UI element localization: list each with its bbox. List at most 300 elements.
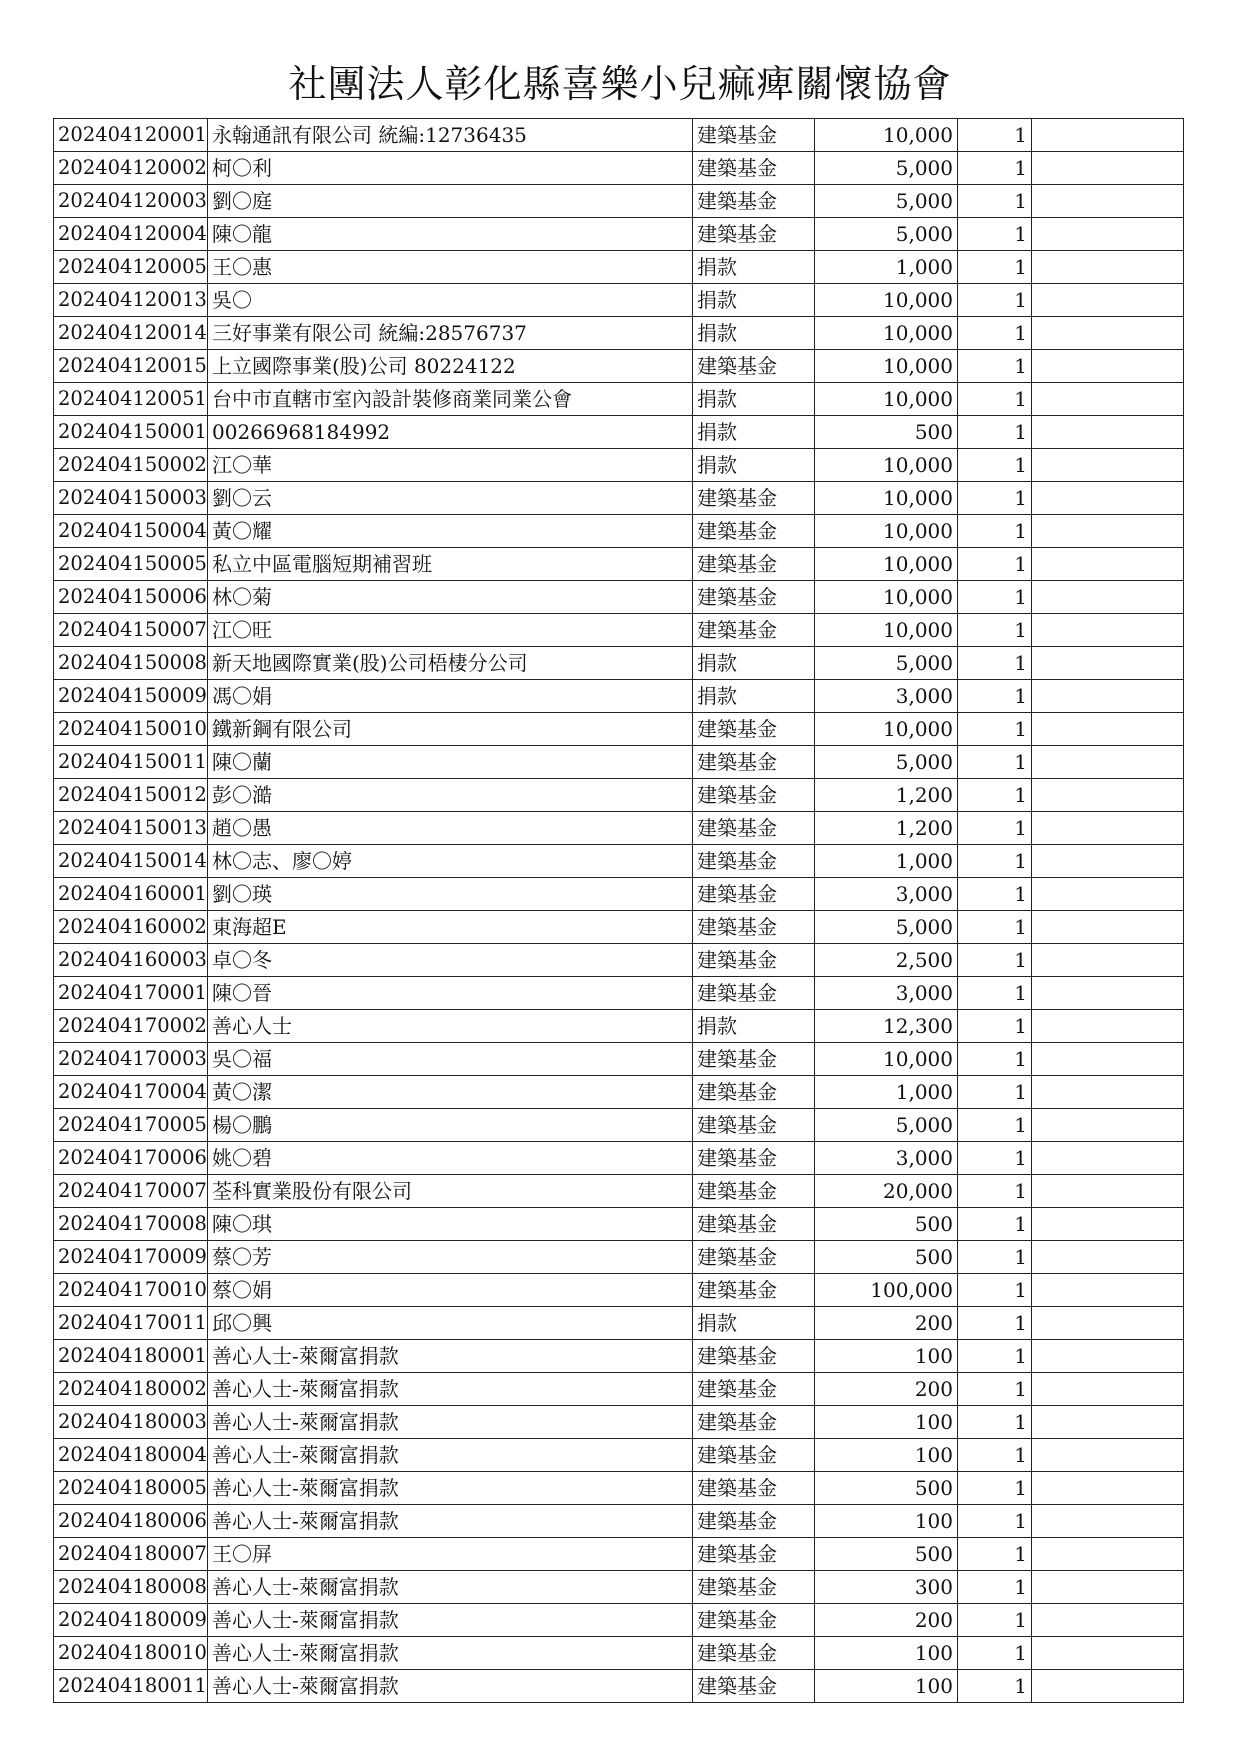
donation-type-cell: 建築基金 (693, 845, 815, 878)
table-row (54, 647, 1184, 680)
count-cell: 1 (958, 1307, 1032, 1340)
receipt-number-cell: 202404180008 (54, 1571, 208, 1604)
amount-cell: 10,000 (815, 548, 958, 581)
count-cell: 1 (958, 1439, 1032, 1472)
count-cell: 1 (958, 1472, 1032, 1505)
donation-type-cell: 建築基金 (693, 1208, 815, 1241)
note-cell (1032, 383, 1184, 416)
note-cell (1032, 185, 1184, 218)
table-row (54, 1670, 1184, 1703)
count-cell: 1 (958, 1571, 1032, 1604)
note-cell (1032, 152, 1184, 185)
receipt-number-cell: 202404180006 (54, 1505, 208, 1538)
donor-name-cell: 蔡〇娟 (208, 1274, 693, 1307)
donation-type-cell: 建築基金 (693, 746, 815, 779)
receipt-number-cell: 202404150005 (54, 548, 208, 581)
count-cell: 1 (958, 1604, 1032, 1637)
note-cell (1032, 1142, 1184, 1175)
note-cell (1032, 1340, 1184, 1373)
receipt-number-cell: 202404150002 (54, 449, 208, 482)
donation-type-cell: 建築基金 (693, 1406, 815, 1439)
amount-cell: 10,000 (815, 449, 958, 482)
table-row (54, 1043, 1184, 1076)
donation-type-cell: 捐款 (693, 317, 815, 350)
amount-cell: 10,000 (815, 317, 958, 350)
donation-type-cell: 建築基金 (693, 119, 815, 152)
amount-cell: 100,000 (815, 1274, 958, 1307)
receipt-number-cell: 202404180001 (54, 1340, 208, 1373)
donation-type-cell: 捐款 (693, 680, 815, 713)
donation-type-cell: 建築基金 (693, 581, 815, 614)
amount-cell: 500 (815, 1538, 958, 1571)
note-cell (1032, 614, 1184, 647)
table-row (54, 911, 1184, 944)
receipt-number-cell: 202404120002 (54, 152, 208, 185)
donor-name-cell: 馮〇娟 (208, 680, 693, 713)
donor-name-cell: 吳〇福 (208, 1043, 693, 1076)
receipt-number-cell: 202404150014 (54, 845, 208, 878)
note-cell (1032, 1439, 1184, 1472)
note-cell (1032, 416, 1184, 449)
donor-name-cell: 上立國際事業(股)公司 80224122 (208, 350, 693, 383)
amount-cell: 500 (815, 1472, 958, 1505)
table-row (54, 416, 1184, 449)
amount-cell: 10,000 (815, 284, 958, 317)
amount-cell: 1,000 (815, 1076, 958, 1109)
table-row (54, 779, 1184, 812)
receipt-number-cell: 202404170004 (54, 1076, 208, 1109)
donor-name-cell: 永翰通訊有限公司 統編:12736435 (208, 119, 693, 152)
page-title: 社團法人彰化縣喜樂小兒痲痺關懷協會 (288, 62, 952, 106)
donation-table (53, 118, 1184, 1703)
amount-cell: 10,000 (815, 581, 958, 614)
receipt-number-cell: 202404170001 (54, 977, 208, 1010)
table-row (54, 350, 1184, 383)
donation-type-cell: 建築基金 (693, 1109, 815, 1142)
note-cell (1032, 449, 1184, 482)
note-cell (1032, 779, 1184, 812)
receipt-number-cell: 202404150008 (54, 647, 208, 680)
amount-cell: 500 (815, 416, 958, 449)
table-row (54, 614, 1184, 647)
donation-type-cell: 建築基金 (693, 1670, 815, 1703)
note-cell (1032, 944, 1184, 977)
note-cell (1032, 1043, 1184, 1076)
amount-cell: 5,000 (815, 911, 958, 944)
table-row (54, 1241, 1184, 1274)
donation-type-cell: 捐款 (693, 284, 815, 317)
donation-type-cell: 建築基金 (693, 1241, 815, 1274)
count-cell: 1 (958, 878, 1032, 911)
count-cell: 1 (958, 152, 1032, 185)
count-cell: 1 (958, 1076, 1032, 1109)
count-cell: 1 (958, 1538, 1032, 1571)
amount-cell: 1,200 (815, 812, 958, 845)
count-cell: 1 (958, 284, 1032, 317)
count-cell: 1 (958, 1373, 1032, 1406)
count-cell: 1 (958, 383, 1032, 416)
note-cell (1032, 482, 1184, 515)
donation-type-cell: 建築基金 (693, 1043, 815, 1076)
amount-cell: 3,000 (815, 878, 958, 911)
donor-name-cell: 善心人士-萊爾富捐款 (208, 1373, 693, 1406)
count-cell: 1 (958, 1241, 1032, 1274)
donation-type-cell: 建築基金 (693, 1175, 815, 1208)
table-row (54, 1274, 1184, 1307)
receipt-number-cell: 202404170010 (54, 1274, 208, 1307)
amount-cell: 3,000 (815, 680, 958, 713)
note-cell (1032, 1175, 1184, 1208)
amount-cell: 100 (815, 1670, 958, 1703)
table-row (54, 284, 1184, 317)
receipt-number-cell: 202404160002 (54, 911, 208, 944)
count-cell: 1 (958, 548, 1032, 581)
count-cell: 1 (958, 1010, 1032, 1043)
donation-type-cell: 建築基金 (693, 614, 815, 647)
receipt-number-cell: 202404180002 (54, 1373, 208, 1406)
table-row (54, 944, 1184, 977)
donor-name-cell: 私立中區電腦短期補習班 (208, 548, 693, 581)
count-cell: 1 (958, 845, 1032, 878)
table-row (54, 1010, 1184, 1043)
amount-cell: 300 (815, 1571, 958, 1604)
donation-type-cell: 建築基金 (693, 1472, 815, 1505)
count-cell: 1 (958, 680, 1032, 713)
donation-type-cell: 建築基金 (693, 1538, 815, 1571)
donor-name-cell: 鐵新鋼有限公司 (208, 713, 693, 746)
donation-type-cell: 建築基金 (693, 713, 815, 746)
donor-name-cell: 林〇志、廖〇婷 (208, 845, 693, 878)
amount-cell: 5,000 (815, 218, 958, 251)
receipt-number-cell: 202404150010 (54, 713, 208, 746)
count-cell: 1 (958, 1175, 1032, 1208)
note-cell (1032, 647, 1184, 680)
receipt-number-cell: 202404170011 (54, 1307, 208, 1340)
donor-name-cell: 善心人士-萊爾富捐款 (208, 1406, 693, 1439)
receipt-number-cell: 202404120005 (54, 251, 208, 284)
note-cell (1032, 1406, 1184, 1439)
donor-name-cell: 東海超E (208, 911, 693, 944)
note-cell (1032, 1274, 1184, 1307)
receipt-number-cell: 202404180011 (54, 1670, 208, 1703)
donation-type-cell: 捐款 (693, 251, 815, 284)
donor-name-cell: 江〇旺 (208, 614, 693, 647)
count-cell: 1 (958, 1340, 1032, 1373)
donor-name-cell: 姚〇碧 (208, 1142, 693, 1175)
donor-name-cell: 江〇華 (208, 449, 693, 482)
donation-type-cell: 建築基金 (693, 1604, 815, 1637)
table-row (54, 548, 1184, 581)
amount-cell: 500 (815, 1208, 958, 1241)
receipt-number-cell: 202404120003 (54, 185, 208, 218)
donation-type-cell: 建築基金 (693, 812, 815, 845)
receipt-number-cell: 202404160003 (54, 944, 208, 977)
amount-cell: 10,000 (815, 614, 958, 647)
donor-name-cell: 彭〇澔 (208, 779, 693, 812)
donor-name-cell: 陳〇琪 (208, 1208, 693, 1241)
note-cell (1032, 812, 1184, 845)
receipt-number-cell: 202404150012 (54, 779, 208, 812)
count-cell: 1 (958, 1109, 1032, 1142)
donation-type-cell: 捐款 (693, 383, 815, 416)
note-cell (1032, 1208, 1184, 1241)
amount-cell: 100 (815, 1406, 958, 1439)
table-row (54, 1340, 1184, 1373)
amount-cell: 12,300 (815, 1010, 958, 1043)
receipt-number-cell: 202404150007 (54, 614, 208, 647)
count-cell: 1 (958, 449, 1032, 482)
donation-type-cell: 建築基金 (693, 1439, 815, 1472)
note-cell (1032, 548, 1184, 581)
table-row (54, 1505, 1184, 1538)
count-cell: 1 (958, 713, 1032, 746)
count-cell: 1 (958, 911, 1032, 944)
table-row (54, 1472, 1184, 1505)
count-cell: 1 (958, 779, 1032, 812)
donor-name-cell: 陳〇晉 (208, 977, 693, 1010)
receipt-number-cell: 202404120051 (54, 383, 208, 416)
amount-cell: 10,000 (815, 119, 958, 152)
receipt-number-cell: 202404120013 (54, 284, 208, 317)
note-cell (1032, 1241, 1184, 1274)
donor-name-cell: 吳〇 (208, 284, 693, 317)
note-cell (1032, 1670, 1184, 1703)
table-row (54, 1142, 1184, 1175)
note-cell (1032, 977, 1184, 1010)
note-cell (1032, 1505, 1184, 1538)
count-cell: 1 (958, 416, 1032, 449)
donor-name-cell: 善心人士-萊爾富捐款 (208, 1571, 693, 1604)
donor-name-cell: 林〇菊 (208, 581, 693, 614)
table-row (54, 1109, 1184, 1142)
donation-type-cell: 建築基金 (693, 218, 815, 251)
donation-type-cell: 建築基金 (693, 1274, 815, 1307)
note-cell (1032, 251, 1184, 284)
donor-name-cell: 善心人士-萊爾富捐款 (208, 1505, 693, 1538)
donation-type-cell: 建築基金 (693, 152, 815, 185)
amount-cell: 2,500 (815, 944, 958, 977)
count-cell: 1 (958, 515, 1032, 548)
donor-name-cell: 楊〇鵬 (208, 1109, 693, 1142)
count-cell: 1 (958, 647, 1032, 680)
donor-name-cell: 三好事業有限公司 統編:28576737 (208, 317, 693, 350)
note-cell (1032, 1604, 1184, 1637)
donor-name-cell: 邱〇興 (208, 1307, 693, 1340)
receipt-number-cell: 202404170007 (54, 1175, 208, 1208)
donor-name-cell: 台中市直轄市室內設計裝修商業同業公會 (208, 383, 693, 416)
receipt-number-cell: 202404170008 (54, 1208, 208, 1241)
count-cell: 1 (958, 251, 1032, 284)
donor-name-cell: 善心人士 (208, 1010, 693, 1043)
table-row (54, 152, 1184, 185)
donation-type-cell: 捐款 (693, 647, 815, 680)
count-cell: 1 (958, 482, 1032, 515)
amount-cell: 100 (815, 1637, 958, 1670)
receipt-number-cell: 202404170009 (54, 1241, 208, 1274)
receipt-number-cell: 202404150009 (54, 680, 208, 713)
count-cell: 1 (958, 812, 1032, 845)
donation-type-cell: 建築基金 (693, 1340, 815, 1373)
note-cell (1032, 1010, 1184, 1043)
note-cell (1032, 1571, 1184, 1604)
donation-type-cell: 建築基金 (693, 515, 815, 548)
note-cell (1032, 119, 1184, 152)
note-cell (1032, 284, 1184, 317)
amount-cell: 100 (815, 1340, 958, 1373)
donation-type-cell: 捐款 (693, 449, 815, 482)
note-cell (1032, 350, 1184, 383)
table-row (54, 1076, 1184, 1109)
table-row (54, 1373, 1184, 1406)
amount-cell: 5,000 (815, 152, 958, 185)
table-row (54, 1637, 1184, 1670)
count-cell: 1 (958, 581, 1032, 614)
count-cell: 1 (958, 1274, 1032, 1307)
donation-type-cell: 建築基金 (693, 350, 815, 383)
donation-type-cell: 捐款 (693, 1010, 815, 1043)
table-row (54, 1571, 1184, 1604)
amount-cell: 100 (815, 1439, 958, 1472)
donation-type-cell: 捐款 (693, 1307, 815, 1340)
table-row (54, 1175, 1184, 1208)
table-row (54, 1208, 1184, 1241)
receipt-number-cell: 202404120015 (54, 350, 208, 383)
donation-type-cell: 建築基金 (693, 1505, 815, 1538)
count-cell: 1 (958, 746, 1032, 779)
table-row (54, 383, 1184, 416)
receipt-number-cell: 202404170005 (54, 1109, 208, 1142)
receipt-number-cell: 202404180007 (54, 1538, 208, 1571)
receipt-number-cell: 202404170003 (54, 1043, 208, 1076)
donation-type-cell: 建築基金 (693, 1571, 815, 1604)
donor-name-cell: 善心人士-萊爾富捐款 (208, 1637, 693, 1670)
count-cell: 1 (958, 1505, 1032, 1538)
note-cell (1032, 878, 1184, 911)
receipt-number-cell: 202404170006 (54, 1142, 208, 1175)
amount-cell: 10,000 (815, 1043, 958, 1076)
count-cell: 1 (958, 1043, 1032, 1076)
receipt-number-cell: 202404150003 (54, 482, 208, 515)
count-cell: 1 (958, 1208, 1032, 1241)
amount-cell: 5,000 (815, 1109, 958, 1142)
amount-cell: 10,000 (815, 482, 958, 515)
amount-cell: 5,000 (815, 746, 958, 779)
receipt-number-cell: 202404180005 (54, 1472, 208, 1505)
amount-cell: 10,000 (815, 515, 958, 548)
note-cell (1032, 317, 1184, 350)
table-row (54, 680, 1184, 713)
count-cell: 1 (958, 317, 1032, 350)
donor-name-cell: 趙〇愚 (208, 812, 693, 845)
note-cell (1032, 1538, 1184, 1571)
donation-type-cell: 建築基金 (693, 878, 815, 911)
amount-cell: 10,000 (815, 713, 958, 746)
note-cell (1032, 713, 1184, 746)
note-cell (1032, 746, 1184, 779)
donor-name-cell: 王〇惠 (208, 251, 693, 284)
count-cell: 1 (958, 1406, 1032, 1439)
donor-name-cell: 善心人士-萊爾富捐款 (208, 1439, 693, 1472)
amount-cell: 200 (815, 1373, 958, 1406)
amount-cell: 200 (815, 1307, 958, 1340)
donor-name-cell: 劉〇庭 (208, 185, 693, 218)
table-row (54, 713, 1184, 746)
table-row (54, 218, 1184, 251)
receipt-number-cell: 202404180003 (54, 1406, 208, 1439)
donor-name-cell: 卓〇冬 (208, 944, 693, 977)
donation-type-cell: 建築基金 (693, 185, 815, 218)
donation-table-body (54, 119, 1184, 1703)
donor-name-cell: 善心人士-萊爾富捐款 (208, 1604, 693, 1637)
table-row (54, 515, 1184, 548)
amount-cell: 20,000 (815, 1175, 958, 1208)
note-cell (1032, 680, 1184, 713)
amount-cell: 10,000 (815, 350, 958, 383)
table-row (54, 812, 1184, 845)
table-row (54, 1538, 1184, 1571)
donation-type-cell: 建築基金 (693, 977, 815, 1010)
amount-cell: 10,000 (815, 383, 958, 416)
amount-cell: 1,000 (815, 251, 958, 284)
donor-name-cell: 陳〇蘭 (208, 746, 693, 779)
count-cell: 1 (958, 1637, 1032, 1670)
amount-cell: 1,000 (815, 845, 958, 878)
donor-name-cell: 00266968184992 (208, 416, 693, 449)
receipt-number-cell: 202404150006 (54, 581, 208, 614)
note-cell (1032, 1373, 1184, 1406)
donor-name-cell: 劉〇云 (208, 482, 693, 515)
table-row (54, 581, 1184, 614)
amount-cell: 500 (815, 1241, 958, 1274)
table-row (54, 1439, 1184, 1472)
count-cell: 1 (958, 119, 1032, 152)
receipt-number-cell: 202404170002 (54, 1010, 208, 1043)
donation-type-cell: 建築基金 (693, 482, 815, 515)
note-cell (1032, 1307, 1184, 1340)
donor-name-cell: 黃〇潔 (208, 1076, 693, 1109)
table-row (54, 449, 1184, 482)
receipt-number-cell: 202404180010 (54, 1637, 208, 1670)
donor-name-cell: 柯〇利 (208, 152, 693, 185)
amount-cell: 100 (815, 1505, 958, 1538)
table-row (54, 878, 1184, 911)
donation-type-cell: 捐款 (693, 416, 815, 449)
table-row (54, 1307, 1184, 1340)
note-cell (1032, 1076, 1184, 1109)
note-cell (1032, 845, 1184, 878)
donor-name-cell: 善心人士-萊爾富捐款 (208, 1670, 693, 1703)
table-row (54, 185, 1184, 218)
receipt-number-cell: 202404150001 (54, 416, 208, 449)
table-row (54, 482, 1184, 515)
count-cell: 1 (958, 1670, 1032, 1703)
donor-name-cell: 新天地國際實業(股)公司梧棲分公司 (208, 647, 693, 680)
count-cell: 1 (958, 944, 1032, 977)
table-row (54, 977, 1184, 1010)
donation-type-cell: 建築基金 (693, 1373, 815, 1406)
donor-name-cell: 黃〇耀 (208, 515, 693, 548)
donation-type-cell: 建築基金 (693, 1637, 815, 1670)
donor-name-cell: 蔡〇芳 (208, 1241, 693, 1274)
count-cell: 1 (958, 218, 1032, 251)
note-cell (1032, 1472, 1184, 1505)
table-row (54, 746, 1184, 779)
receipt-number-cell: 202404180009 (54, 1604, 208, 1637)
amount-cell: 1,200 (815, 779, 958, 812)
count-cell: 1 (958, 1142, 1032, 1175)
receipt-number-cell: 202404160001 (54, 878, 208, 911)
receipt-number-cell: 202404180004 (54, 1439, 208, 1472)
